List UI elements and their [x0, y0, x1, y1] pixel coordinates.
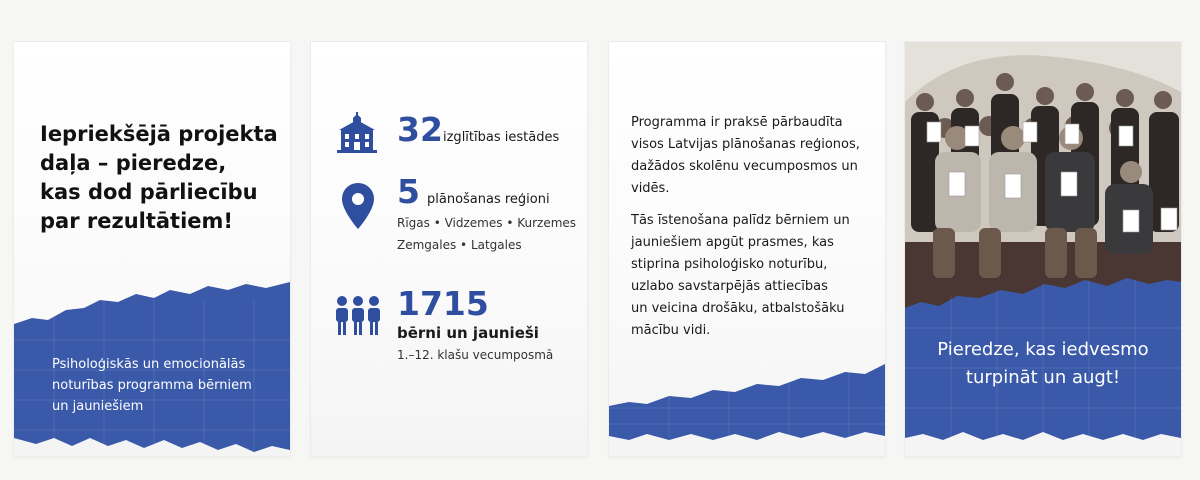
regions-list-line1: Rīgas • Vidzemes • Kurzemes: [397, 216, 577, 230]
program-paragraph-2: Tās īstenošana palīdz bērniem un jauniešiem apgūt prasmes, kas stiprina psiholoģisko noturību, uzlabo savstarpējās attiecības un veicina drošāku, atbalstošāku mācību vidi.: [631, 213, 850, 338]
regions-list-line2: Zemgales • Latgales: [397, 238, 522, 252]
info-card-intro: [14, 42, 290, 456]
stat-children-sublabel: 1.–12. klašu vecumposmā: [397, 348, 554, 362]
info-card-photo: [905, 42, 1181, 456]
program-paragraph-1: Programma ir praksē pārbaudīta visos Latvijas plānošanas reģionos, dažādos skolēnu vecumposmos un vidēs.: [631, 115, 860, 196]
people-group-icon: [333, 294, 383, 336]
location-pin-icon: [341, 182, 375, 230]
info-card-program: [609, 42, 885, 456]
stat-institutions-label: izglītības iestādes: [443, 130, 560, 145]
inspiration-caption: Pieredze, kas iedvesmo turpināt un augt!: [937, 339, 1149, 388]
info-card-stats: [311, 42, 587, 456]
intro-heading: Iepriekšējā projekta daļa – pieredze, kas dod pārliecību par rezultātiem!: [40, 122, 278, 233]
stat-children-label: bērni un jaunieši: [397, 324, 539, 342]
school-building-icon: [335, 112, 379, 154]
torn-blue-band: [609, 358, 885, 456]
stat-children-number: 1715: [397, 284, 489, 323]
stat-institutions-number: 32: [397, 110, 443, 149]
stat-regions-number: 5: [397, 172, 420, 211]
stat-regions-label: plānošanas reģioni: [427, 192, 550, 207]
program-description: Psiholoģiskās un emocionālās noturības programma bērniem un jauniešiem: [52, 357, 252, 414]
